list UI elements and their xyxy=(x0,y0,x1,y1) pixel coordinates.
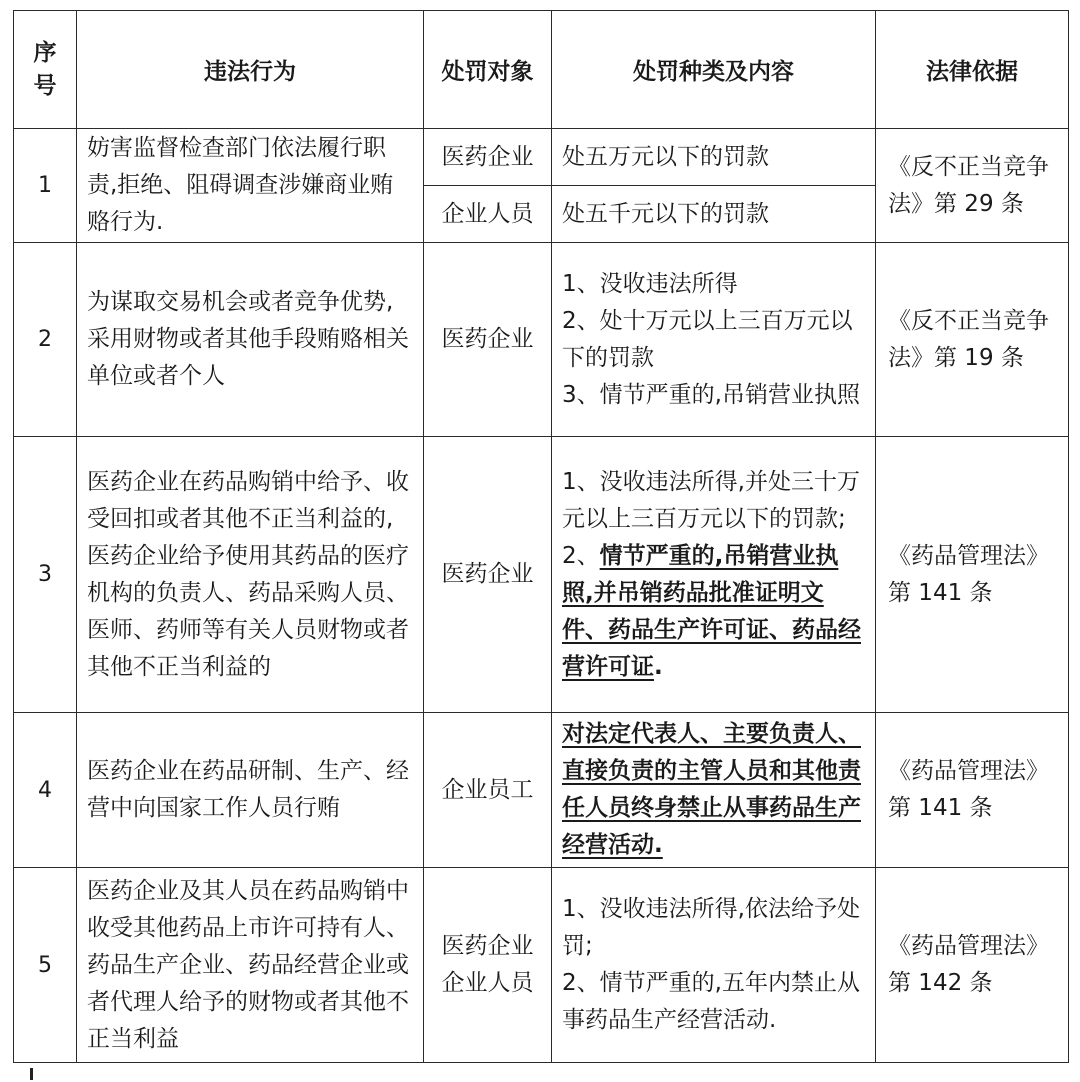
row-penalty xyxy=(552,713,876,868)
row-penalty xyxy=(552,437,876,713)
header-behavior: 违法行为 xyxy=(77,11,424,129)
subject-line: 企业人员 xyxy=(441,970,534,996)
row-penalty xyxy=(552,243,876,437)
penalty-item: 2、处十万元以上三百万元以下的罚款 xyxy=(562,307,853,371)
header-subject: 处罚对象 xyxy=(424,11,552,129)
row-behavior: 为谋取交易机会或者竞争优势,采用财物或者其他手段贿赂相关单位或者个人 xyxy=(77,243,424,437)
row-seq: 3 xyxy=(14,437,77,713)
row-basis: 《药品管理法》第 141 条 xyxy=(876,713,1069,868)
row-basis: 《反不正当竞争法》第 19 条 xyxy=(876,243,1069,437)
penalty-item: 3、情节严重的,吊销营业执照 xyxy=(562,381,860,408)
row-subject: 企业人员 xyxy=(424,186,552,243)
header-seq xyxy=(14,11,77,129)
row-penalty: 处五千元以下的罚款 xyxy=(552,186,876,243)
penalty-prefix: 2、 xyxy=(562,542,600,569)
text-cursor-mark xyxy=(30,1068,33,1080)
penalty-item: 1、没收违法所得 xyxy=(562,270,738,297)
header-seq-text: 序 号 xyxy=(33,39,57,99)
penalty-table xyxy=(13,10,1069,1063)
penalty-emphasis: 对法定代表人、主要负责人、直接负责的主管人员和其他责任人员终身禁止从事药品生产经营活动. xyxy=(562,721,861,858)
row-subject: 医药企业 xyxy=(424,129,552,186)
row-seq: 4 xyxy=(14,713,77,868)
row-penalty: 处五万元以下的罚款 xyxy=(552,129,876,186)
row-behavior: 医药企业在药品研制、生产、经营中向国家工作人员行贿 xyxy=(77,713,424,868)
row-seq: 1 xyxy=(14,129,77,243)
table-row xyxy=(14,713,1069,868)
header-basis: 法律依据 xyxy=(876,11,1069,129)
table-row xyxy=(14,129,1069,186)
penalty-item: 1、没收违法所得,依法给予处罚; xyxy=(562,896,860,959)
header-row xyxy=(14,11,1069,129)
row-basis: 《药品管理法》第 141 条 xyxy=(876,437,1069,713)
row-subject xyxy=(424,868,552,1063)
row-basis: 《药品管理法》第 142 条 xyxy=(876,868,1069,1063)
penalty-suffix: . xyxy=(654,653,663,680)
penalty-item xyxy=(562,538,865,686)
row-behavior: 医药企业在药品购销中给予、收受回扣或者其他不正当利益的,医药企业给予使用其药品的医疗机构的负责人、药品采购人员、医师、药师等有关人员财物或者其他不正当利益的 xyxy=(77,437,424,713)
row-behavior: 妨害监督检查部门依法履行职责,拒绝、阻碍调查涉嫌商业贿赂行为. xyxy=(77,129,424,243)
penalty-emphasis: 情节严重的,吊销营业执照,并吊销药品批准证明文件、药品生产许可证、药品经营许可证 xyxy=(562,542,861,680)
row-subject: 医药企业 xyxy=(424,243,552,437)
table-row xyxy=(14,437,1069,713)
row-penalty xyxy=(552,868,876,1063)
row-seq: 2 xyxy=(14,243,77,437)
row-behavior: 医药企业及其人员在药品购销中收受其他药品上市许可持有人、药品生产企业、药品经营企业或者代理人给予的财物或者其他不正当利益 xyxy=(77,868,424,1063)
row-subject: 医药企业 xyxy=(424,437,552,713)
table-row xyxy=(14,243,1069,437)
header-penalty: 处罚种类及内容 xyxy=(552,11,876,129)
penalty-item: 2、情节严重的,五年内禁止从事药品生产经营活动. xyxy=(562,970,860,1033)
row-seq: 5 xyxy=(14,868,77,1063)
row-subject: 企业员工 xyxy=(424,713,552,868)
row-basis: 《反不正当竞争法》第 29 条 xyxy=(876,129,1069,243)
subject-line: 医药企业 xyxy=(441,933,534,959)
table-row xyxy=(14,868,1069,1063)
penalty-item: 1、没收违法所得,并处三十万元以上三百万元以下的罚款; xyxy=(562,468,860,532)
